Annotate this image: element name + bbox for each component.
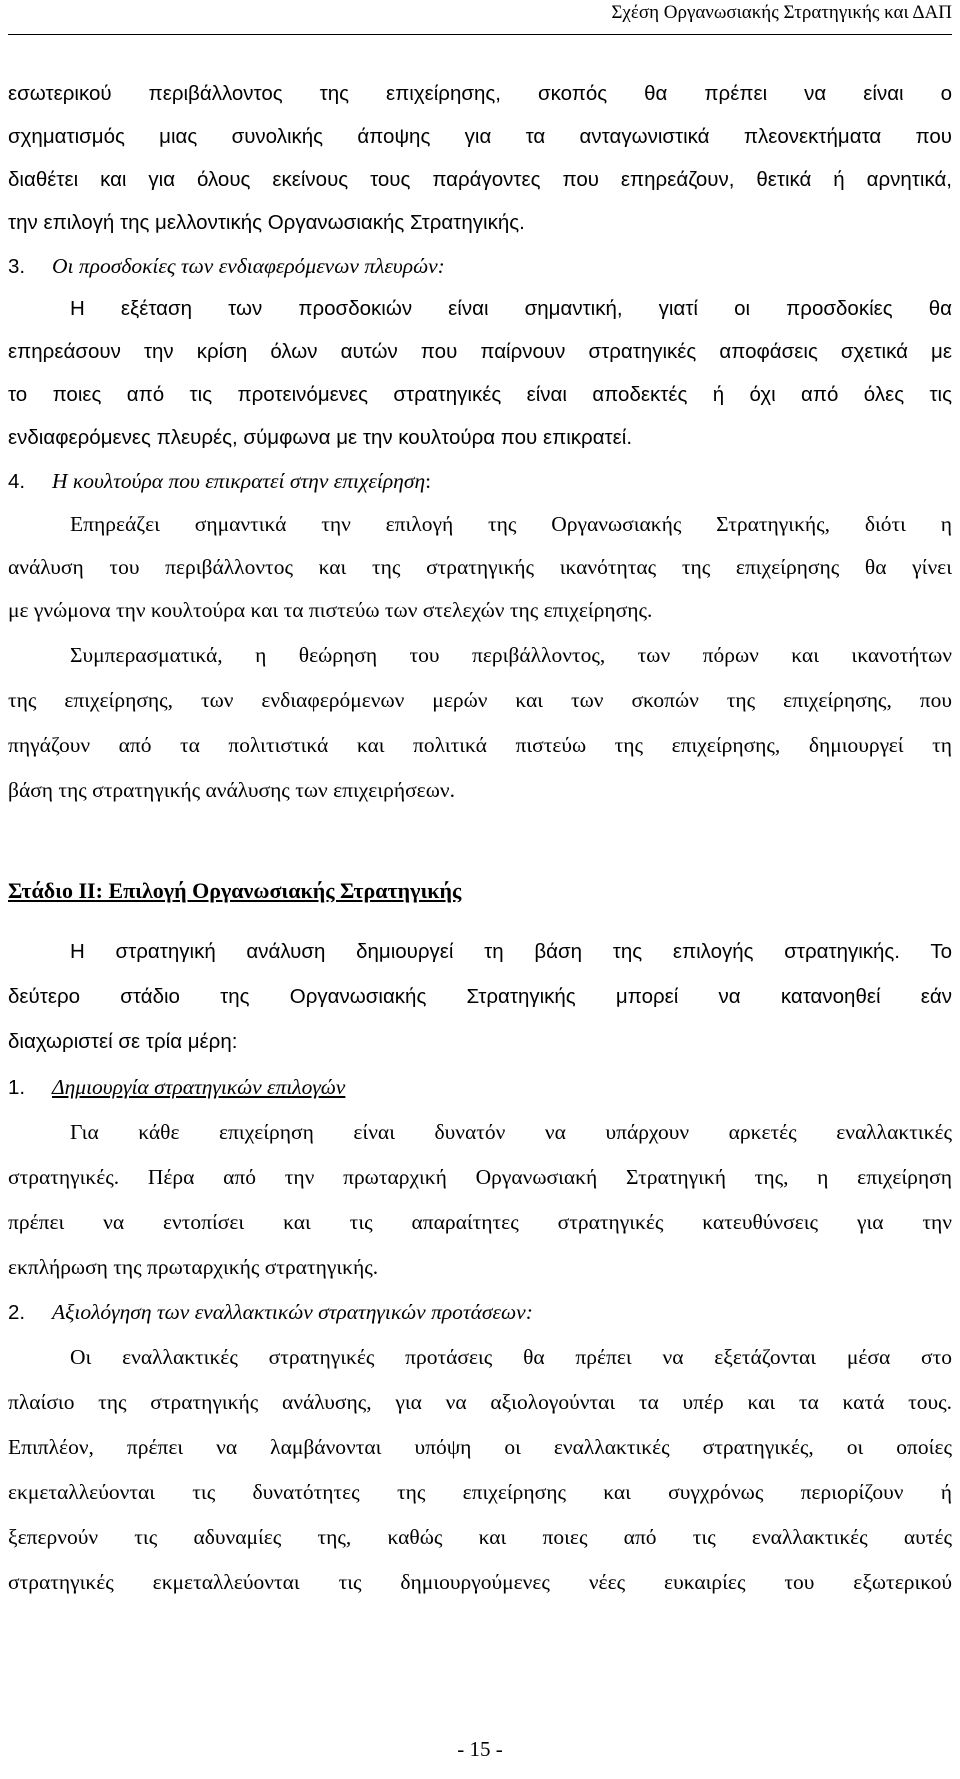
paragraph-line: επηρεάσουν την κρίση όλων αυτών που παίρνουν στρατηγικές αποφάσεις σχετικά με [8, 340, 952, 363]
paragraph-line: το ποιες από τις προτεινόμενες στρατηγικές είναι αποδεκτές ή όχι από όλες τις [8, 383, 952, 406]
paragraph-line: Η στρατηγική ανάλυση δημιουργεί τη βάση της επιλογής στρατηγικής. Το [70, 940, 952, 963]
page-number: - 15 - [457, 1737, 503, 1761]
header-rule [8, 34, 952, 35]
paragraph-line: Οι εναλλακτικές στρατηγικές προτάσεις θα πρέπει να εξετάζονται μέσα στο [70, 1345, 952, 1369]
paragraph-line: πηγάζουν από τα πολιτιστικά και πολιτικά πιστεύω της επιχείρησης, δημιουργεί τη [8, 733, 952, 757]
running-header: Σχέση Οργανωσιακής Στρατηγικής και ΔΑΠ [611, 2, 952, 23]
list-item-heading [8, 242, 952, 290]
list-item-title: Οι προσδοκίες των ενδιαφερόμενων πλευρών: [52, 254, 445, 278]
paragraph-line: Επιπλέον, πρέπει να λαμβάνονται υπόψη οι εναλλακτικές στρατηγικές, οι οποίες [8, 1435, 952, 1459]
list-item-title: Η κουλτούρα που επικρατεί στην επιχείρηση [52, 469, 426, 493]
section-heading: Στάδιο ΙΙ: Επιλογή Οργανωσιακής Στρατηγικής [8, 878, 462, 903]
paragraph-line: Επηρεάζει σημαντικά την επιλογή της Οργανωσιακής Στρατηγικής, διότι η [70, 512, 952, 536]
paragraph-line: διαχωριστεί σε τρία μέρη: [8, 1030, 238, 1053]
paragraph-line: εσωτερικού περιβάλλοντος της επιχείρησης, σκοπός θα πρέπει να είναι ο [8, 82, 952, 105]
paragraph-line: Η εξέταση των προσδοκιών είναι σημαντική, γιατί οι προσδοκίες θα [70, 297, 952, 320]
paragraph-line: εκμεταλλεύονται τις δυνατότητες της επιχείρησης και συγχρόνως περιορίζουν ή [8, 1480, 952, 1504]
paragraph-line: πλαίσιο της στρατηγικής ανάλυσης, για να αξιολογούνται τα υπέρ και τα κατά τους. [8, 1390, 952, 1414]
paragraph-line: σχηματισμός μιας συνολικής άποψης για τα ανταγωνιστικά πλεονεκτήματα που [8, 125, 952, 148]
list-item-title: Αξιολόγηση των εναλλακτικών στρατηγικών προτάσεων: [52, 1300, 533, 1324]
paragraph-line: Συμπερασματικά, η θεώρηση του περιβάλλοντος, των πόρων και ικανοτήτων [70, 643, 952, 667]
list-number: 2. [8, 1301, 26, 1324]
paragraph-line: δεύτερο στάδιο της Οργανωσιακής Στρατηγικής μπορεί να κατανοηθεί εάν [8, 985, 952, 1008]
paragraph-line: ξεπερνούν τις αδυναμίες της, καθώς και ποιες από τις εναλλακτικές αυτές [8, 1525, 952, 1549]
list-number: 4. [8, 470, 26, 493]
list-item-heading [8, 457, 952, 505]
paragraph-line: διαθέτει και για όλους εκείνους τους παράγοντες που επηρεάζουν, θετικά ή αρνητικά, [8, 168, 952, 191]
list-item-title-suffix: : [425, 469, 432, 493]
list-number: 1. [8, 1076, 26, 1099]
paragraph-line: πρέπει να εντοπίσει και τις απαραίτητες στρατηγικές κατευθύνσεις για την [8, 1210, 952, 1234]
list-item-heading [8, 1063, 952, 1111]
paragraph-line: βάση της στρατηγικής ανάλυσης των επιχειρήσεων. [8, 778, 455, 802]
paragraph-line: ενδιαφερόμενες πλευρές, σύμφωνα με την κουλτούρα που επικρατεί. [8, 426, 633, 449]
paragraph-line: Για κάθε επιχείρηση είναι δυνατόν να υπάρχουν αρκετές εναλλακτικές [70, 1120, 952, 1144]
list-number: 3. [8, 255, 26, 278]
list-item-title: Δημιουργία στρατηγικών επιλογών [52, 1075, 346, 1099]
paragraph-line: την επιλογή της μελλοντικής Οργανωσιακής Στρατηγικής. [8, 211, 525, 234]
paragraph-line: εκπλήρωση της πρωταρχικής στρατηγικής. [8, 1255, 379, 1279]
paragraph-line: της επιχείρησης, των ενδιαφερόμενων μερών και των σκοπών της επιχείρησης, που [8, 688, 952, 712]
paragraph-line: στρατηγικές εκμεταλλεύονται τις δημιουργούμενες νέες ευκαιρίες του εξωτερικού [8, 1570, 952, 1594]
paragraph-line: με γνώμονα την κουλτούρα και τα πιστεύω των στελεχών της επιχείρησης. [8, 598, 653, 622]
list-item-heading [8, 1288, 952, 1336]
paragraph-line: ανάλυση του περιβάλλοντος και της στρατηγικής ικανότητας της επιχείρησης θα γίνει [8, 555, 952, 579]
paragraph-line: στρατηγικές. Πέρα από την πρωταρχική Οργανωσιακή Στρατηγική της, η επιχείρηση [8, 1165, 952, 1189]
